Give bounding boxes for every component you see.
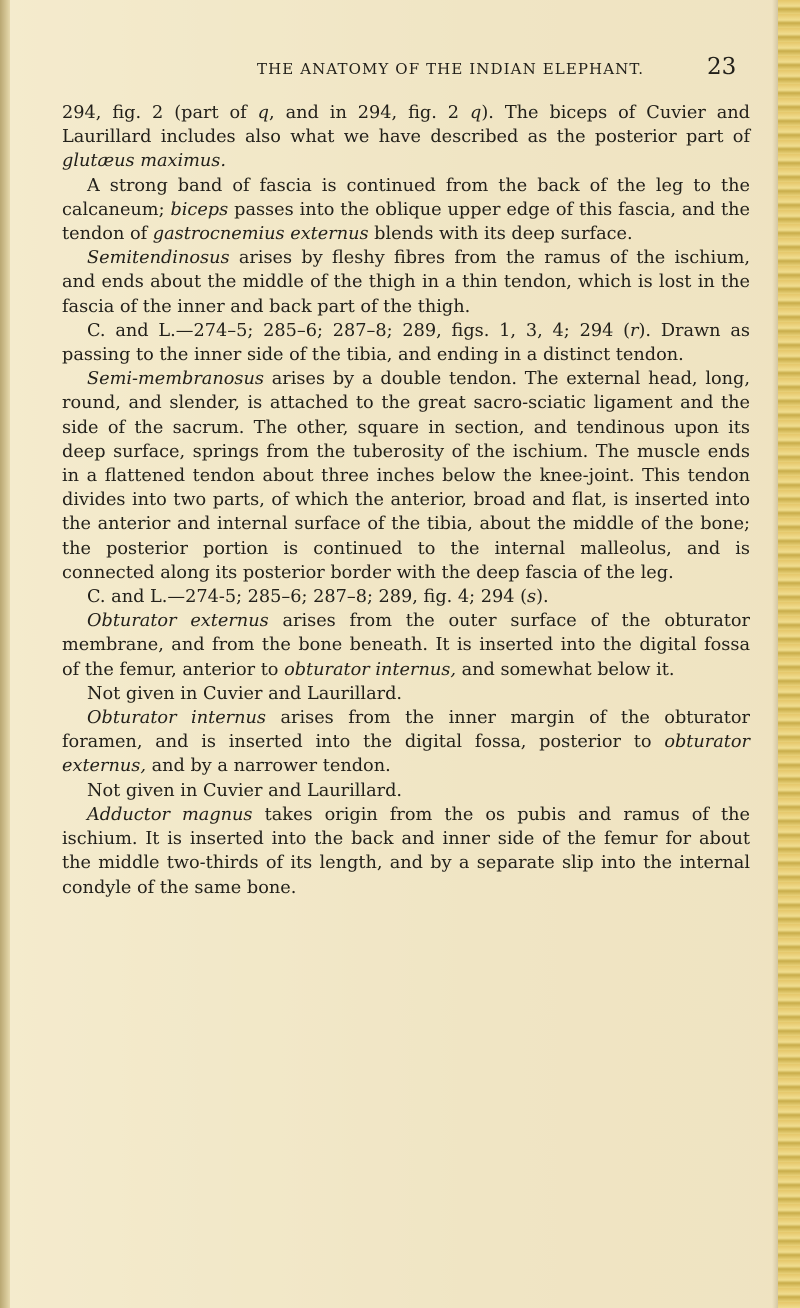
- running-header: [60, 54, 760, 84]
- text-run: ). The biceps of Cuvier and Laurillard includes also what we have described as the posterior part of: [62, 103, 750, 148]
- text-run: takes origin from the os pubis and ramus of the ischium. It is inserted into the back and inner side of the femur for about the middle two-thirds of its length, and by a separate slip into the internal condyle of the same bone.: [62, 804, 750, 898]
- paragraph: [62, 319, 750, 367]
- text-run: ). Drawn as passing to the inner side of the tibia, and ending in a distinct tendon.: [62, 320, 750, 366]
- italic-term: q: [470, 103, 482, 123]
- italic-term: Semi-membranosus: [87, 369, 264, 390]
- paragraph: [62, 585, 750, 609]
- italic-term: Obturator internus: [87, 708, 266, 729]
- text-run: , and in 294, fig. 2: [269, 103, 471, 123]
- text-run: Not given in Cuvier and Laurillard.: [87, 780, 403, 801]
- text-run: C. and L.—274-5; 285–6; 287–8; 289, fig. 4; 294 (: [87, 587, 528, 608]
- page-gutter-shadow: [0, 0, 10, 1308]
- italic-term: s: [527, 587, 537, 608]
- italic-term: biceps: [170, 199, 229, 220]
- text-run: and by a narrower tendon.: [145, 756, 391, 777]
- italic-term: r: [630, 320, 639, 341]
- paragraph: [62, 779, 750, 803]
- body-text: [62, 101, 750, 900]
- paragraph: [62, 706, 750, 779]
- italic-term: Semitendinosus: [87, 248, 230, 269]
- text-run: A strong band of fascia is continued from the back of the leg to the calcaneum;: [62, 175, 750, 220]
- page-number: 23: [707, 54, 737, 80]
- paragraph: [62, 101, 750, 174]
- text-run: ).: [536, 587, 549, 608]
- paragraph: [62, 609, 750, 682]
- paragraph: [62, 367, 750, 585]
- italic-term: glutæus maximus.: [62, 151, 227, 172]
- running-title: THE ANATOMY OF THE INDIAN ELEPHANT.: [257, 60, 645, 78]
- book-fore-edge: [778, 0, 800, 1308]
- italic-term: gastrocnemius externus: [152, 224, 369, 245]
- text-run: arises from the inner margin of the obturator foramen, and is inserted into the digital fossa, posterior to: [62, 708, 750, 753]
- text-run: and somewhat below it.: [455, 659, 675, 680]
- paragraph: [62, 803, 750, 900]
- paragraph: [62, 246, 750, 319]
- italic-term: q: [257, 103, 269, 123]
- paragraph: [62, 174, 750, 247]
- italic-term: Obturator externus: [87, 611, 269, 632]
- italic-term: obturator internus,: [284, 659, 456, 680]
- text-run: Not given in Cuvier and Laurillard.: [87, 683, 403, 704]
- text-run: arises from the outer surface of the obturator membrane, and from the bone beneath. It is inserted into the digital fossa of the femur, anterior to: [62, 611, 750, 680]
- text-run: arises by a double tendon. The external head, long, round, and slender, is attached to the great sacro-sciatic ligament and the side of the sacrum. The other, square in section, and tendinous upon its deep surface, springs from the tuberosity of the ischium. The muscle ends in a flattened tendon about three inches below the knee-joint. This tendon divides into two parts, of which the anterior, broad and flat, is inserted into the anterior and internal surface of the tibia, about the middle of the bone; the posterior portion is continued to the internal malleolus, and is connected along its posterior border with the deep fascia of the leg.: [62, 369, 750, 583]
- text-run: passes into the oblique upper edge of this fascia, and the tendon of: [62, 199, 750, 245]
- text-run: C. and L.—274–5; 285–6; 287–8; 289, figs. 1, 3, 4; 294 (: [87, 320, 631, 341]
- text-run: blends with its deep surface.: [368, 224, 633, 245]
- paragraph: [62, 682, 750, 706]
- italic-term: Adductor magnus: [87, 804, 253, 825]
- text-run: arises by fleshy fibres from the ramus of the ischium, and ends about the middle of the thigh in a thin tendon, which is lost in the fascia of the inner and back part of the thigh.: [62, 248, 750, 317]
- italic-term: obturator externus,: [62, 732, 750, 777]
- text-run: 294, fig. 2 (part of: [62, 103, 258, 123]
